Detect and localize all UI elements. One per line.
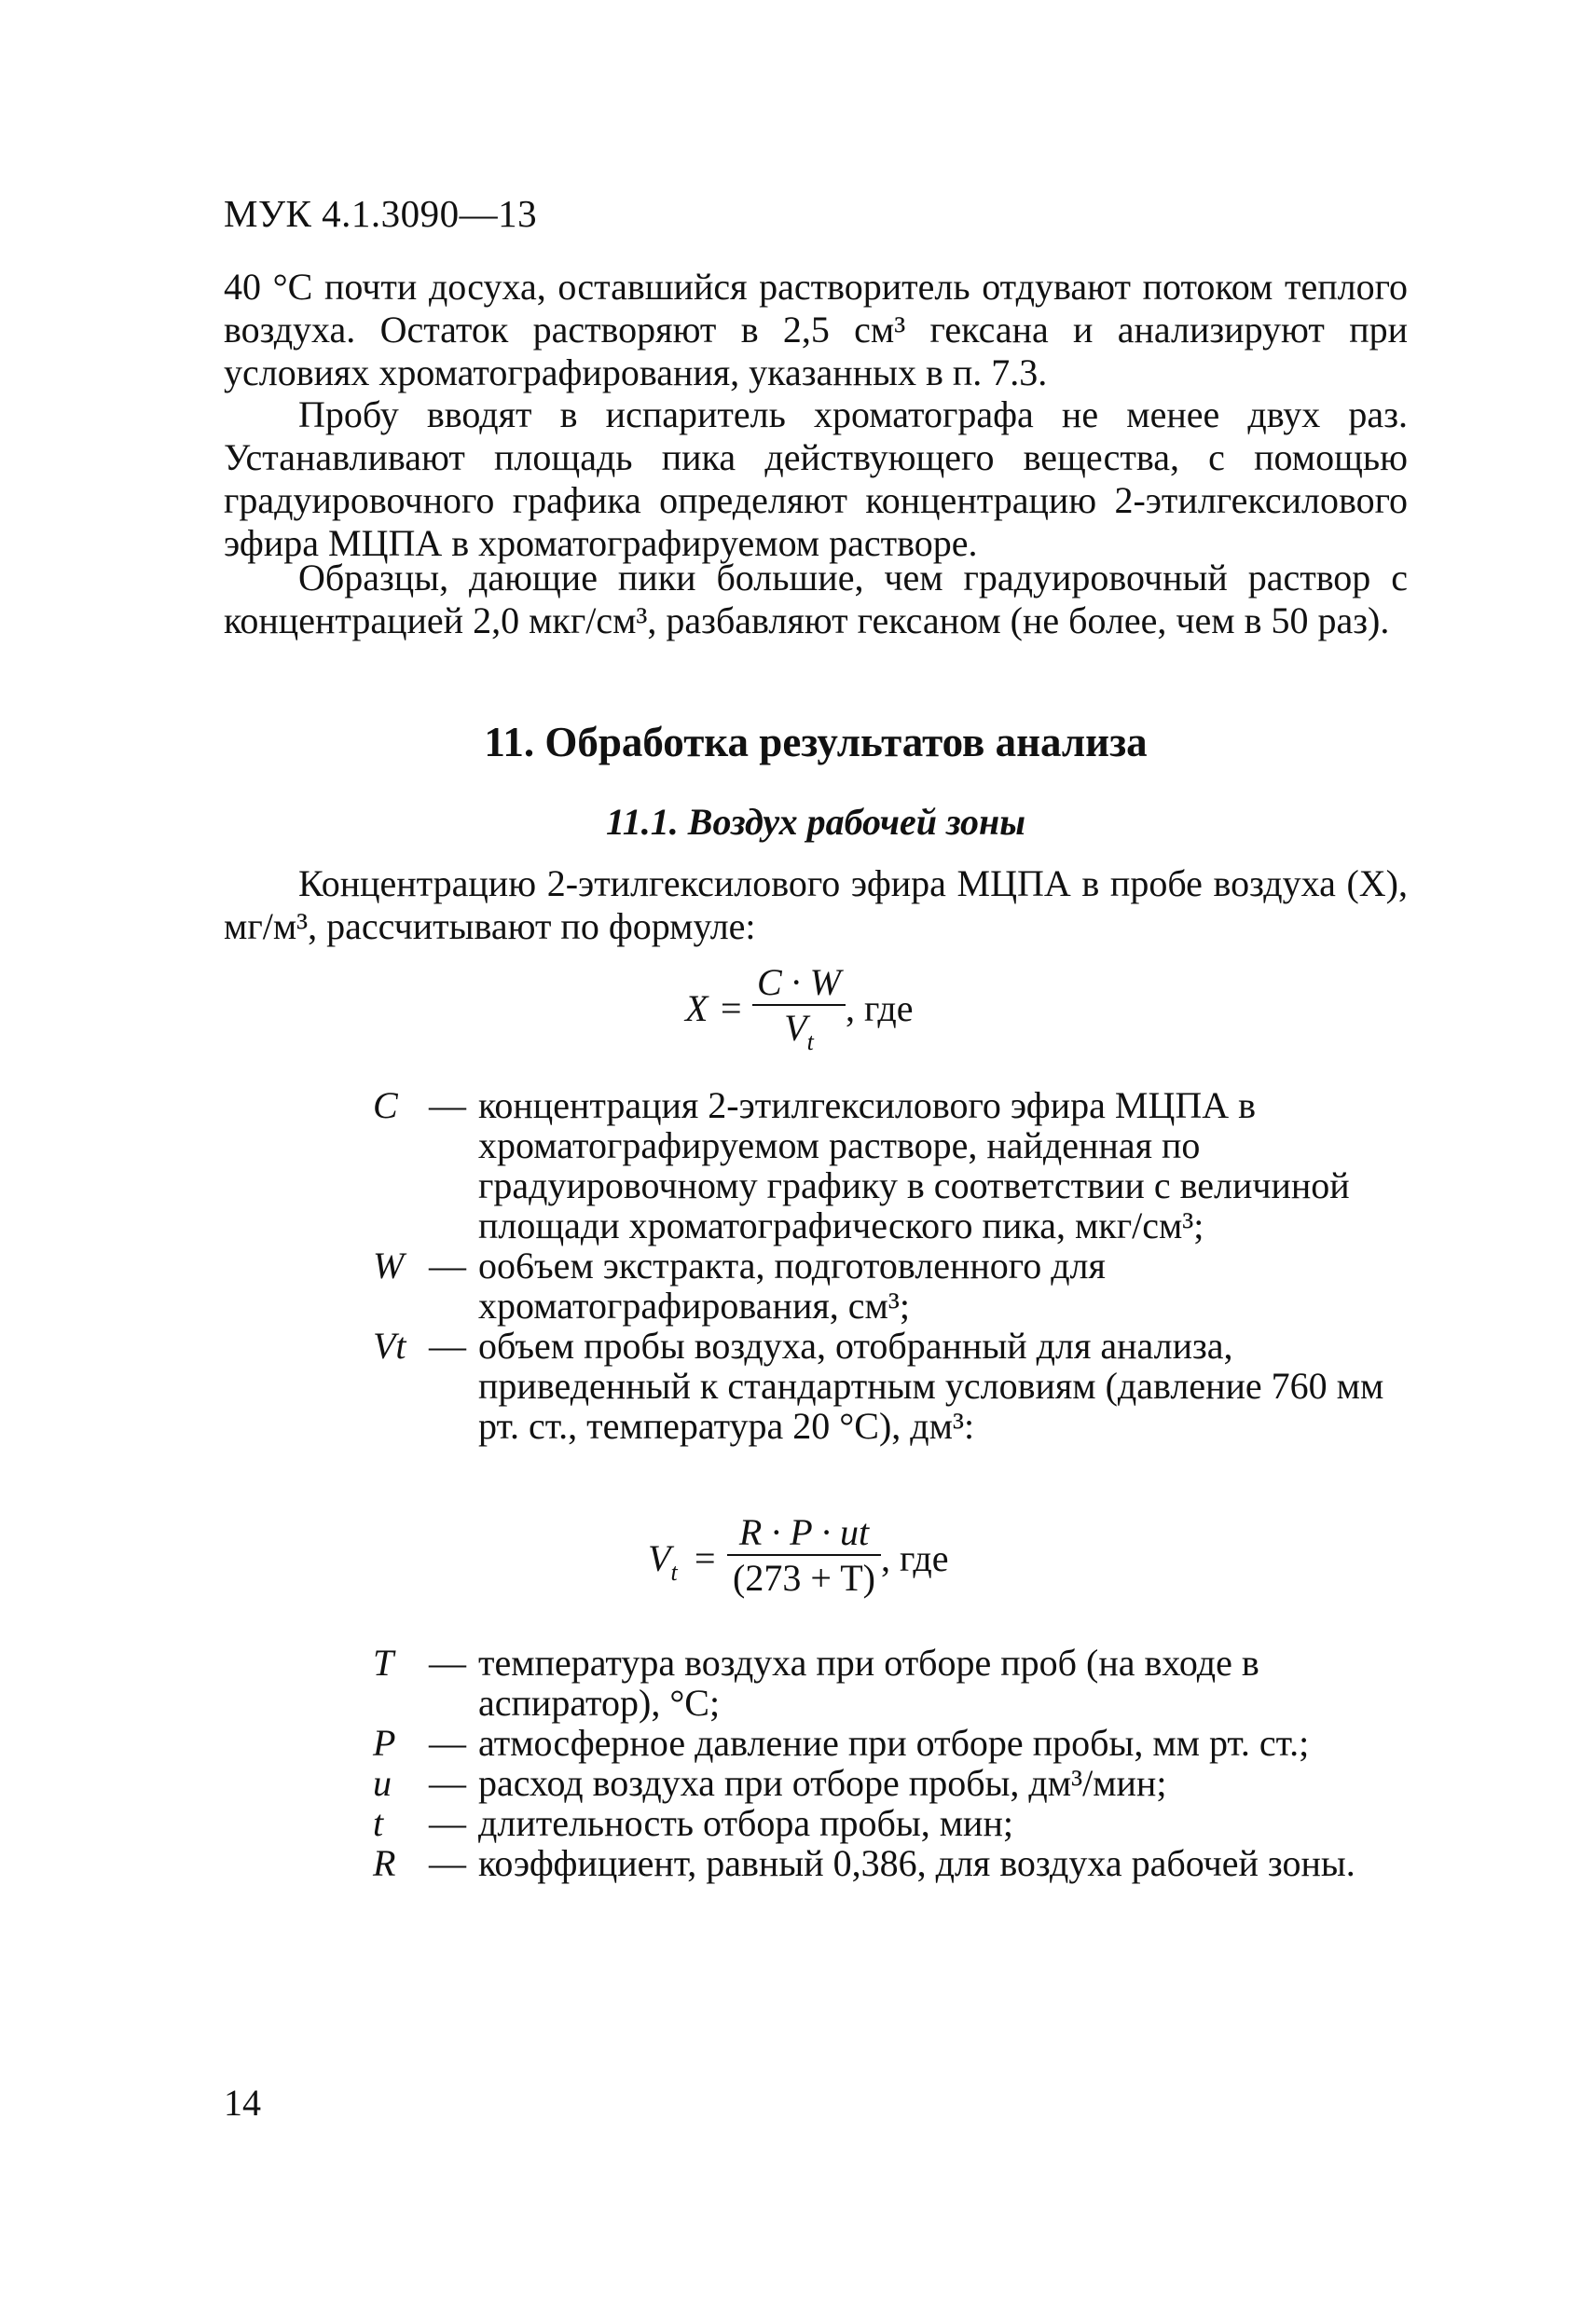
paragraph-concentration-intro: Концентрацию 2-этилгексилового эфира МЦПА в пробе воздуха (Х), мг/м³, рассчитывают по формуле:: [224, 862, 1408, 947]
page-number: 14: [224, 2082, 261, 2124]
definitions-formula-1: [373, 1085, 1408, 1446]
definition-dash: —: [429, 1245, 466, 1287]
formula-v-numerator: R · P · ut: [738, 1511, 870, 1553]
definition-dash: —: [429, 1762, 466, 1804]
definition-dash: —: [429, 1084, 466, 1126]
definition-symbol: Vt: [373, 1325, 406, 1367]
definition-text: длительность отбора пробы, мин;: [478, 1802, 1013, 1844]
formula-v-denominator: (273 + T): [733, 1557, 875, 1599]
definition-symbol: C: [373, 1084, 398, 1126]
formula-x-denominator-main: V: [784, 1007, 807, 1049]
formula-v-fraction: [727, 1510, 881, 1600]
definition-symbol: T: [373, 1642, 394, 1684]
definition-dash: —: [429, 1802, 466, 1844]
formula-v-lhs-sub: t: [670, 1559, 678, 1586]
formula-v-equals: =: [695, 1537, 716, 1579]
definition-text: температура воздуха при отборе проб (на входе в аспиратор), °С;: [478, 1642, 1259, 1724]
definition-dash: —: [429, 1325, 466, 1367]
definition-text: расход воздуха при отборе пробы, дм³/мин;: [478, 1762, 1167, 1804]
definition-r: [373, 1843, 1408, 1883]
formula-v-lhs-main: V: [648, 1537, 671, 1579]
formula-concentration: [685, 960, 1002, 1063]
definitions-formula-2: [373, 1643, 1408, 1883]
paragraph-dilution: Образцы, дающие пики большие, чем градуировочный раствор с концентрацией 2,0 мкг/см³, разбавляют гексаном (не более, чем в 50 раз).: [224, 557, 1408, 641]
definition-symbol: R: [373, 1842, 396, 1884]
definition-vt: [373, 1326, 1408, 1446]
definition-dash: —: [429, 1642, 466, 1684]
definition-dash: —: [429, 1842, 466, 1884]
definition-w: [373, 1245, 1408, 1326]
formula-x-fraction: [752, 960, 846, 1055]
subsection-title: 11.1. Воздух рабочей зоны: [606, 801, 1025, 843]
definition-symbol: W: [373, 1245, 405, 1287]
formula-x-suffix: , где: [846, 987, 914, 1029]
definition-text: коэффициент, равный 0,386, для воздуха рабочей зоны.: [478, 1842, 1355, 1884]
formula-x-equals: =: [721, 987, 742, 1029]
formula-x-denominator: [752, 1006, 846, 1055]
definition-symbol: P: [373, 1722, 396, 1764]
definition-p: [373, 1723, 1408, 1763]
section-title: 11. Обработка результатов анализа: [484, 719, 1148, 765]
definition-text: объем пробы воздуха, отобранный для анализа, приведенный к стандартным условиям (давление 760 мм рт. ст., температура 20 °С), дм³:: [478, 1325, 1384, 1447]
paragraph-injection: Пробу вводят в испаритель хроматографа не менее двух раз. Устанавливают площадь пика действующего вещества, с помощью градуировочного графика определяют концентрацию 2-этилгексилового эфира МЦПА в хроматографируемом растворе.: [224, 393, 1408, 564]
formula-v-suffix: , где: [881, 1537, 949, 1579]
formula-v-lhs: [648, 1536, 678, 1586]
definition-t-temperature: [373, 1643, 1408, 1723]
definition-text: оо6ъем экстракта, подготовленного для хроматографирования, см³;: [478, 1245, 1106, 1327]
definition-dash: —: [429, 1722, 466, 1764]
definition-symbol: u: [373, 1762, 392, 1804]
definition-text: концентрация 2-этилгексилового эфира МЦПА в хроматографируемом растворе, найденная по градуировочному графику в соответствии с величиной площади хроматографического пика, мкг/см³;: [478, 1084, 1350, 1246]
definition-t-duration: [373, 1803, 1408, 1843]
paragraph-evaporation: 40 °С почти досуха, оставшийся растворитель отдувают потоком теплого воздуха. Остаток растворяют в 2,5 см³ гексана и анализируют при условиях хроматографирования, указанных в п. 7.3.: [224, 266, 1408, 393]
definition-symbol: t: [373, 1802, 384, 1844]
definition-c: [373, 1085, 1408, 1245]
formula-volume: [648, 1510, 1039, 1613]
formula-x-numerator: C · W: [757, 961, 841, 1003]
definition-text: атмосферное давление при отборе пробы, мм рт. ст.;: [478, 1722, 1310, 1764]
definition-u: [373, 1763, 1408, 1803]
document-code-header: МУК 4.1.3090—13: [224, 192, 538, 235]
formula-x-denominator-sub: t: [806, 1028, 814, 1055]
formula-x-lhs: X: [685, 987, 709, 1029]
